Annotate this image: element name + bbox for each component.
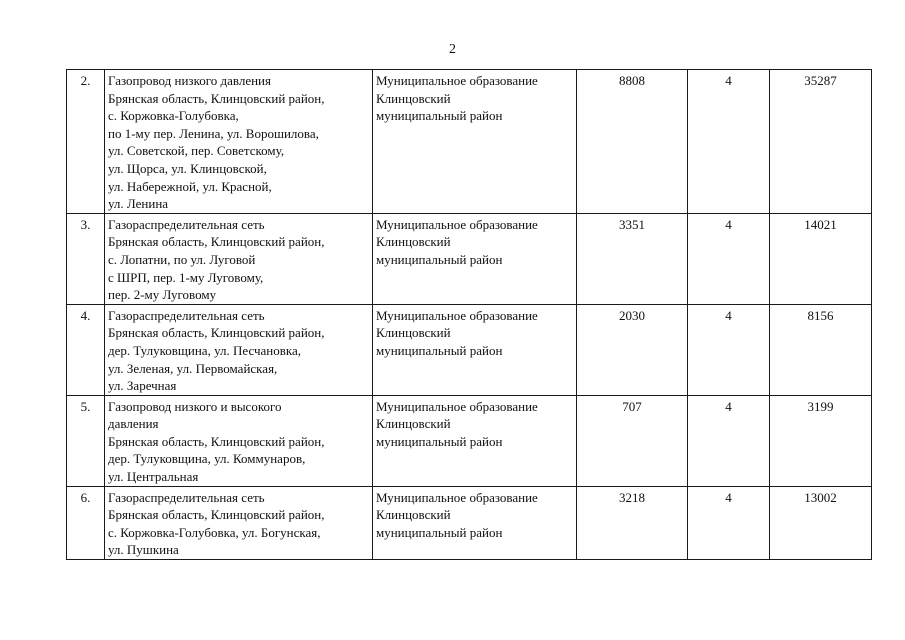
owner — [373, 395, 577, 486]
object-line: ул. Заречная — [108, 378, 177, 394]
table-row — [67, 70, 872, 214]
owner — [373, 70, 577, 214]
object-line: Брянская область, Клинцовский район, — [108, 234, 325, 250]
object-line: Газораспределительная сеть — [108, 489, 265, 505]
owner-line: Муниципальное образование — [376, 216, 538, 232]
object-description — [105, 395, 373, 486]
object-line: Газораспределительная сеть — [108, 307, 265, 323]
object-line: Газопровод низкого и высокого — [108, 398, 282, 414]
cost-value: 14021 — [770, 213, 872, 304]
table-row — [67, 213, 872, 304]
object-line: с. Лопатни, по ул. Луговой — [108, 251, 256, 267]
owner-line: Муниципальное образование — [376, 73, 538, 88]
length-value: 8808 — [577, 70, 688, 214]
owner — [373, 304, 577, 395]
pressure-value: 4 — [688, 304, 770, 395]
table-row — [67, 486, 872, 559]
cost-value: 3199 — [770, 395, 872, 486]
object-line: Газопровод низкого давления — [108, 73, 271, 88]
object-line: Газораспределительная сеть — [108, 216, 265, 232]
pressure-value: 4 — [688, 213, 770, 304]
owner — [373, 213, 577, 304]
owner-line: Клинцовский — [376, 234, 451, 250]
row-number: 4. — [67, 304, 105, 395]
object-line: с. Коржовка-Голубовка, — [108, 108, 239, 124]
pressure-value: 4 — [688, 395, 770, 486]
length-value: 707 — [577, 395, 688, 486]
object-description — [105, 213, 373, 304]
owner-line: Клинцовский — [376, 325, 451, 341]
object-line: ул. Советской, пер. Советскому, — [108, 143, 285, 159]
cost-value: 8156 — [770, 304, 872, 395]
object-line: пер. 2-му Луговому — [108, 287, 217, 303]
object-line: давления — [108, 416, 159, 432]
object-line: ул. Ленина — [108, 196, 169, 212]
object-line: Брянская область, Клинцовский район, — [108, 433, 325, 449]
object-line: с ШРП, пер. 1-му Луговому, — [108, 269, 264, 285]
cost-value: 13002 — [770, 486, 872, 559]
pressure-value: 4 — [688, 486, 770, 559]
object-line: дер. Тулуковщина, ул. Песчановка, — [108, 342, 302, 358]
owner-line: Клинцовский — [376, 416, 451, 432]
owner-line: муниципальный район — [376, 524, 503, 540]
object-line: по 1-му пер. Ленина, ул. Ворошилова, — [108, 125, 319, 141]
object-description — [105, 304, 373, 395]
object-line: ул. Щорса, ул. Клинцовской, — [108, 160, 267, 176]
owner-line: муниципальный район — [376, 433, 503, 449]
table-row — [67, 304, 872, 395]
object-line: Брянская область, Клинцовский район, — [108, 90, 325, 106]
object-line: с. Коржовка-Голубовка, ул. Богунская, — [108, 524, 321, 540]
object-line: Брянская область, Клинцовский район, — [108, 325, 325, 341]
owner-line: Клинцовский — [376, 90, 451, 106]
row-number: 6. — [67, 486, 105, 559]
length-value: 2030 — [577, 304, 688, 395]
row-number: 3. — [67, 213, 105, 304]
length-value: 3218 — [577, 486, 688, 559]
length-value: 3351 — [577, 213, 688, 304]
cost-value: 35287 — [770, 70, 872, 214]
gas-network-table — [66, 69, 872, 560]
owner-line: Муниципальное образование — [376, 307, 538, 323]
owner-line: Клинцовский — [376, 507, 451, 523]
row-number: 2. — [67, 70, 105, 214]
owner-line: Муниципальное образование — [376, 398, 538, 414]
object-line: ул. Пушкина — [108, 542, 179, 558]
object-line: Брянская область, Клинцовский район, — [108, 507, 325, 523]
object-line: ул. Центральная — [108, 469, 199, 485]
owner — [373, 486, 577, 559]
object-description — [105, 70, 373, 214]
owner-line: Муниципальное образование — [376, 489, 538, 505]
owner-line: муниципальный район — [376, 342, 503, 358]
table-row — [67, 395, 872, 486]
owner-line: муниципальный район — [376, 108, 503, 124]
object-line: дер. Тулуковщина, ул. Коммунаров, — [108, 451, 306, 467]
object-description — [105, 486, 373, 559]
object-line: ул. Зеленая, ул. Первомайская, — [108, 360, 278, 376]
pressure-value: 4 — [688, 70, 770, 214]
object-line: ул. Набережной, ул. Красной, — [108, 178, 272, 194]
row-number: 5. — [67, 395, 105, 486]
page-number: 2 — [449, 42, 456, 57]
owner-line: муниципальный район — [376, 251, 503, 267]
